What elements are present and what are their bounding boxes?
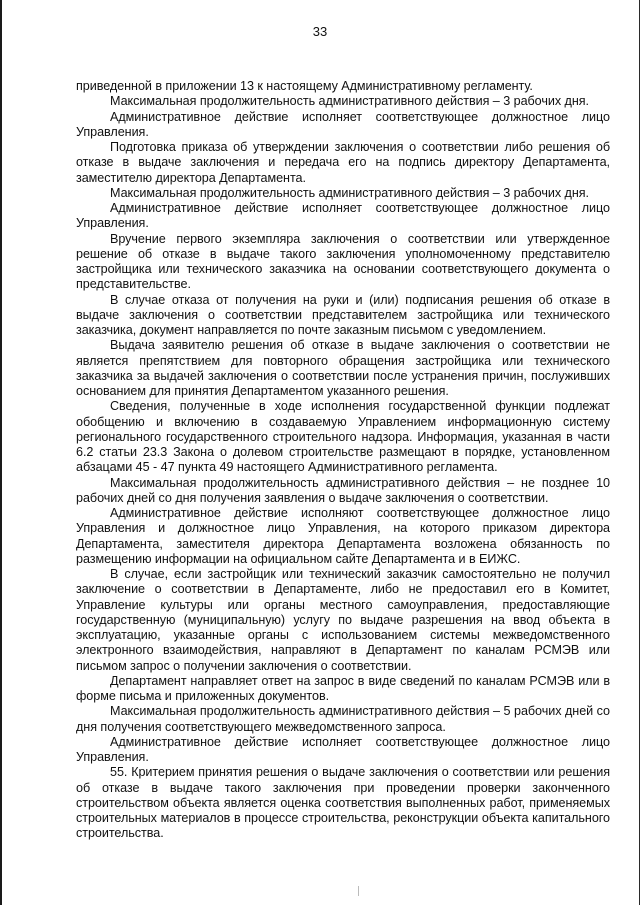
paragraph: Административное действие исполняют соответствующее должностное лицо Управления и должностное лицо Управления, на которого приказом директора Департамента, заместителя директора Департамента возложена обязанность по размещению информации на официальном сайте Департамента и в ЕИЖС. — [76, 506, 610, 566]
paragraph: Вручение первого экземпляра заключения о соответствии или утвержденное решение об отказе в выдаче такого заключения уполномоченному представителю застройщика или технического заказчика на основании соответствующего документа о представительстве. — [76, 231, 610, 292]
paragraph: В случае отказа от получения на руки и (или) подписания решения об отказе в выдаче заключения о соответствии представителем застройщика или технического заказчика, документ направляется по почте заказным письмом с уведомлением. — [76, 292, 610, 337]
scan-artifact-mark — [358, 886, 359, 896]
paragraph: Максимальная продолжительность административного действия – 5 рабочих дней со дня получения соответствующего межведомственного запроса. — [76, 704, 610, 734]
paragraph: В случае, если застройщик или технический заказчик самостоятельно не получил заключение о соответствии в Департаменте, либо не предоставил его в Комитет, Управление культуры или органы местного самоуправления, предоставляющие государственную (муниципальную) услугу по выдаче разрешения на ввод объекта в эксплуатацию, указанные органы с использованием системы межведомственного электронного взаимодействия, направляют в Департамент по каналам РСМЭВ или письмом запрос о получении заключения о соответствии. — [76, 567, 610, 673]
document-body — [76, 79, 610, 842]
paragraph: Сведения, полученные в ходе исполнения государственной функции подлежат обобщению и включению в создаваемую Управлением информационную систему регионального государственного строительного надзора. Информация, указанная в части 6.2 статьи 23.3 Закона о долевом строительстве размещают в порядке, установленном абзацами 45 - 47 пункта 49 настоящего Административного регламента. — [76, 399, 610, 475]
paragraph: Максимальная продолжительность административного действия – 3 рабочих дня. — [110, 185, 589, 200]
paragraph: Подготовка приказа об утверждении заключения о соответствии либо решения об отказе в выдаче заключения и передача его на подпись директору Департамента, заместителю директора Департамента. — [76, 140, 610, 185]
page-number: 33 — [312, 24, 328, 39]
paragraph: Максимальная продолжительность административного действия – не позднее 10 рабочих дней со дня получения заявления о выдаче заключения о соответствии. — [76, 475, 610, 505]
paragraph: Административное действие исполняет соответствующее должностное лицо Управления. — [76, 734, 610, 764]
paragraph: Выдача заявителю решения об отказе в выдаче заключения о соответствии не является препятствием для повторного обращения застройщика или технического заказчика за выдачей заключения о соответствии после устранения причин, послуживших основанием для принятия Департаментом указанного решения. — [76, 338, 610, 398]
paragraph-continuation: приведенной в приложении 13 к настоящему Административному регламенту. — [76, 79, 533, 93]
paragraph: Максимальная продолжительность административного действия – 3 рабочих дня. — [110, 94, 589, 109]
scan-edge-left — [0, 0, 2, 905]
paragraph: Департамент направляет ответ на запрос в виде сведений по каналам РСМЭВ или в форме письма и приложенных документов. — [76, 673, 610, 703]
paragraph: Административное действие исполняет соответствующее должностное лицо Управления. — [76, 109, 610, 139]
paragraph: Административное действие исполняет соответствующее должностное лицо Управления. — [76, 201, 610, 231]
paragraph-section-55: 55. Критерием принятия решения о выдаче заключения о соответствии или решения об отказе в выдаче такого заключения при проведении проверки законченного строительством объекта является оценка соответствия выполненных работ, применяемых строительных материалов в процессе строительства, реконструкции объекта капитального строительства. — [76, 765, 610, 841]
